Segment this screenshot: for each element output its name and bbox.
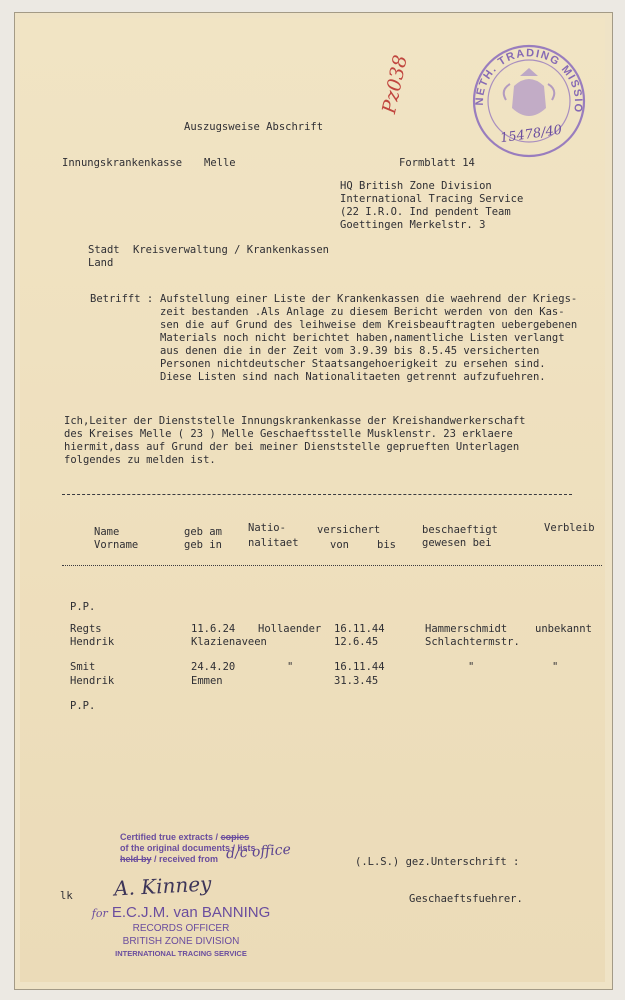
header-versichert: versichert xyxy=(317,524,381,536)
signature-typed: (.L.S.) gez.Unterschrift : xyxy=(355,856,520,868)
row-1-nationalitaet: Hollaender xyxy=(258,623,322,635)
pp-label-top: P.P. xyxy=(70,601,96,613)
betrifft-label: Betrifft : xyxy=(90,293,154,305)
row-2-von: 16.11.44 xyxy=(334,661,385,673)
declaration-line: Ich,Leiter der Dienststelle Innungskrankenkasse der Kreishandwerkerschaft xyxy=(64,415,526,427)
row-1-vorname: Hendrik xyxy=(70,636,115,648)
officer-name-line xyxy=(86,904,276,922)
officer-service: INTERNATIONAL TRACING SERVICE xyxy=(115,949,247,958)
header-nationalitaet-2: nalitaet xyxy=(248,537,299,549)
document-title: Auszugsweise Abschrift xyxy=(184,121,324,133)
pp-label-bottom: P.P. xyxy=(70,700,96,712)
betrifft-line: zeit bestanden .Als Anlage zu diesem Bericht werden von den Kas- xyxy=(160,306,565,318)
declaration-line: hiermit,dass auf Grund der bei meiner Dienststelle geprueften Unterlagen xyxy=(64,441,520,453)
row-1-verbleib: unbekannt xyxy=(535,623,592,635)
institution-place: Melle xyxy=(204,157,236,169)
betrifft-line: Personen nichtdeutscher Staatsangehoerigkeit zu ersehen sind. xyxy=(160,358,546,370)
betrifft-line: Materials noch nicht berichtet haben,namentliche Listen verlangt xyxy=(160,332,565,344)
header-beschaeftigt: beschaeftigt xyxy=(422,524,498,536)
row-2-name: Smit xyxy=(70,661,96,673)
separator-line-top xyxy=(62,494,572,495)
recipient-line-1: HQ British Zone Division xyxy=(340,180,492,192)
header-bis: bis xyxy=(377,539,396,551)
typist-initials: lk xyxy=(60,890,73,902)
header-nationalitaet-1: Natio- xyxy=(248,522,286,534)
officer-name: E.C.J.M. van BANNING xyxy=(111,904,271,921)
header-verbleib: Verbleib xyxy=(544,522,595,534)
certification-line-2: of the original documents / lists xyxy=(120,843,256,853)
signature-role: Geschaeftsfuehrer. xyxy=(409,893,523,905)
recipient-line-3: (22 I.R.O. Ind pendent Team xyxy=(340,206,511,218)
row-1-geb-in: Klazienaveen xyxy=(191,636,267,648)
row-2-verbleib: " xyxy=(552,661,559,673)
officer-signature: A. Kinney xyxy=(113,871,212,901)
addressee-stadt: Stadt xyxy=(88,244,120,256)
row-2-geb-am: 24.4.20 xyxy=(191,661,236,673)
seal-number: 15478/40 xyxy=(499,122,564,147)
row-1-name: Regts xyxy=(70,623,102,635)
declaration-line: folgendes zu melden ist. xyxy=(64,454,216,466)
row-1-bei-1: Hammerschmidt xyxy=(425,623,508,635)
form-number: Formblatt 14 xyxy=(399,157,475,169)
betrifft-body xyxy=(160,293,577,384)
certification-struck: held by xyxy=(120,854,152,864)
addressee-land: Land xyxy=(88,257,114,269)
officer-stamp xyxy=(86,904,276,959)
certification-line-1 xyxy=(120,832,256,843)
addressee-text: Kreisverwaltung / Krankenkassen xyxy=(133,244,329,256)
institution-name: Innungskrankenkasse xyxy=(62,157,183,169)
row-2-nationalitaet: " xyxy=(287,661,294,673)
header-vorname: Vorname xyxy=(94,539,139,551)
seal-text: NETH. TRADING MISSIO xyxy=(473,47,585,115)
betrifft-line: sen die auf Grund des leihweise dem Kreisbeauftragten uebergebenen xyxy=(160,319,578,331)
header-geb-in: geb in xyxy=(184,539,222,551)
row-1-bei-2: Schlachtermstr. xyxy=(425,636,520,648)
declaration-body xyxy=(64,415,525,467)
officer-prefix: for xyxy=(91,907,108,920)
betrifft-line: Diese Listen sind nach Nationalitaeten getrennt aufzufuehren. xyxy=(160,371,546,383)
certification-text: / received from xyxy=(154,854,219,864)
recipient-line-2: International Tracing Service xyxy=(340,193,524,205)
row-1-von: 16.11.44 xyxy=(334,623,385,635)
header-gewesen-bei: gewesen bei xyxy=(422,537,492,549)
betrifft-line: Aufstellung einer Liste der Krankenkassen die waehrend der Kriegs- xyxy=(160,293,578,305)
certification-text: Certified true extracts / xyxy=(120,832,219,842)
recipient-line-4: Goettingen Merkelstr. 3 xyxy=(340,219,486,231)
officer-title: RECORDS OFFICER xyxy=(132,923,230,934)
betrifft-line: aus denen die in der Zeit vom 3.9.39 bis 8.5.45 versicherten xyxy=(160,345,540,357)
officer-division: BRITISH ZONE DIVISION xyxy=(122,936,240,947)
handwritten-reference: Pz038 xyxy=(378,53,412,116)
header-von: von xyxy=(330,539,349,551)
certification-handwritten: d/c office xyxy=(225,841,292,863)
row-1-bis: 12.6.45 xyxy=(334,636,379,648)
header-name: Name xyxy=(94,526,120,538)
row-2-bis: 31.3.45 xyxy=(334,675,379,687)
declaration-line: des Kreises Melle ( 23 ) Melle Geschaeftsstelle Musklenstr. 23 erklaere xyxy=(64,428,513,440)
row-2-vorname: Hendrik xyxy=(70,675,115,687)
header-geb-am: geb am xyxy=(184,526,222,538)
row-2-bei-1: " xyxy=(468,661,475,673)
separator-line-header xyxy=(62,565,602,566)
row-1-geb-am: 11.6.24 xyxy=(191,623,236,635)
row-2-geb-in: Emmen xyxy=(191,675,223,687)
certification-struck: copies xyxy=(220,832,250,842)
